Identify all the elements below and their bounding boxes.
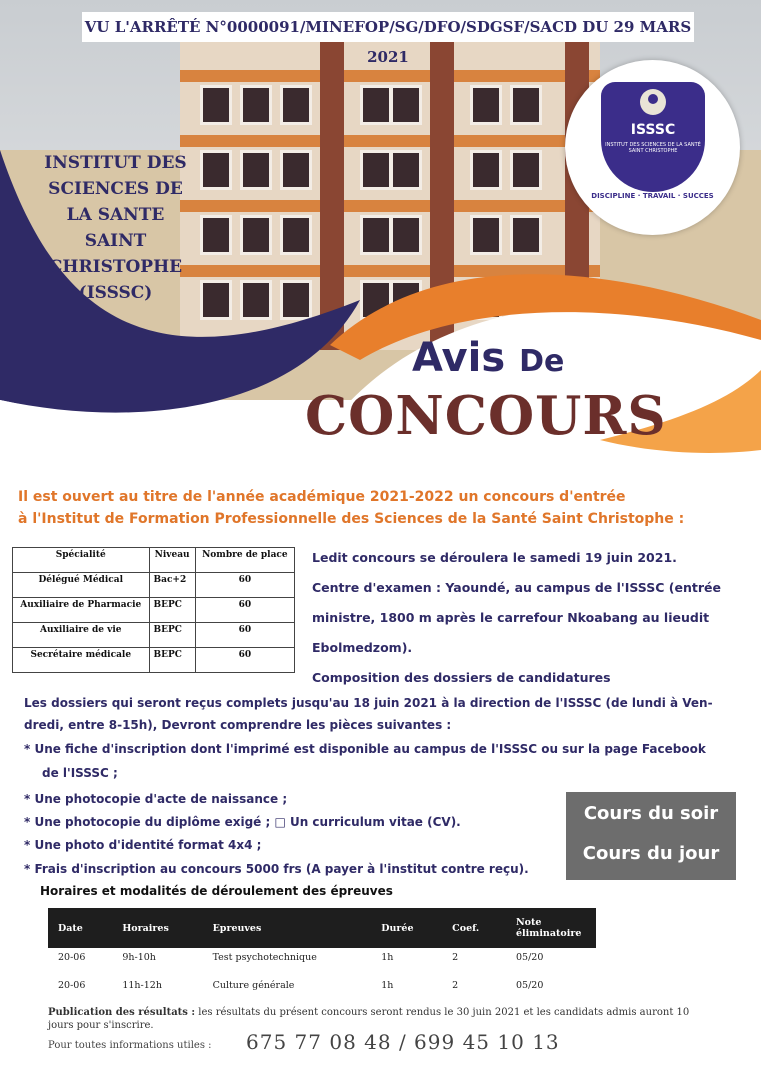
table-header: Date [48, 908, 112, 948]
list-item: * Une photocopie du diplôme exigé ; □ Un curriculum vitae (CV). [24, 815, 461, 829]
decree-banner: VU L'ARRÊTÉ N°0000091/MINEFOP/SG/DFO/SDGSF/SACD DU 29 MARS 2021 [82, 12, 694, 42]
table-header: Epreuves [203, 908, 372, 948]
table-row: 20-06 9h-10h Test psychotechnique 1h 2 05/20 [58, 952, 544, 963]
contact-phones: 675 77 08 48 / 699 45 10 13 [246, 1030, 560, 1054]
intro-text: Il est ouvert au titre de l'année académique 2021-2022 un concours d'entrée à l'Institut de Formation Professionnelle des Sciences de la Santé Saint Christophe : [18, 489, 685, 527]
list-item: de l'ISSSC ; [42, 766, 118, 780]
logo-motto: DISCIPLINE · TRAVAIL · SUCCES [591, 192, 714, 200]
table-row: Auxiliaire de vie BEPC 60 [13, 623, 295, 648]
table-row: Secrétaire médicale BEPC 60 [13, 648, 295, 673]
table-header: Horaires [112, 908, 202, 948]
exam-info: Ledit concours se déroulera le samedi 19 juin 2021. Centre d'examen : Yaoundé, au campus de l'ISSSC (entrée ministre, 1800 m après le carrefour Nkoabang au lieudit Ebolmedzom). Composition des dossiers de candidatures [312, 550, 721, 685]
list-item: * Une photocopie d'acte de naissance ; [24, 792, 288, 806]
list-item: * Une fiche d'inscription dont l'imprimé est disponible au campus de l'ISSSC ou sur la page Facebook [24, 742, 706, 756]
specialties-table [12, 547, 295, 673]
institute-name: INSTITUT DES SCIENCES DE LA SANTE SAINT CHRISTOPHE (ISSSC) [44, 153, 187, 303]
table-header-row [13, 548, 295, 573]
table-header: Durée [371, 908, 442, 948]
table-row: Auxiliaire de Pharmacie BEPC 60 [13, 598, 295, 623]
table-header: Spécialité [13, 548, 150, 573]
title-concours: CONCOURS [305, 385, 667, 447]
shield-icon: ISSSC INSTITUT DES SCIENCES DE LA SANTÉ SAINT CHRISTOPHE [601, 82, 705, 192]
isssc-logo [565, 60, 740, 235]
title-avis: Avis De [412, 335, 565, 381]
table-header-row [48, 908, 596, 948]
dossiers-intro: Les dossiers qui seront reçus complets jusqu'au 18 juin 2021 à la direction de l'ISSSC (de lundi à Ven- dredi, entre 8-15h), Devront comprendre les pièces suivantes : [24, 696, 713, 732]
table-row: 20-06 11h-12h Culture générale 1h 2 05/20 [58, 980, 544, 991]
table-row: Délégué Médical Bac+2 60 [13, 573, 295, 598]
list-item: * Frais d'inscription au concours 5000 frs (A payer à l'institut contre reçu). [24, 862, 529, 876]
list-item: * Une photo d'identité format 4x4 ; [24, 838, 262, 852]
schedule-table [48, 908, 596, 1004]
schedule-title: Horaires et modalités de déroulement des épreuves [40, 884, 393, 898]
publication-notice: Publication des résultats : les résultats du présent concours seront rendus le 30 juin 2021 et les candidats admis auront 10 jours pour s'inscrire. [48, 1007, 690, 1031]
table-header: Coef. [442, 908, 506, 948]
contact-label: Pour toutes informations utiles : [48, 1040, 212, 1051]
courses-box: Cours du soir Cours du jour [566, 792, 736, 880]
table-header: Nombre de place [195, 548, 294, 573]
table-header: Note éliminatoire [506, 908, 596, 948]
table-header: Niveau [149, 548, 195, 573]
